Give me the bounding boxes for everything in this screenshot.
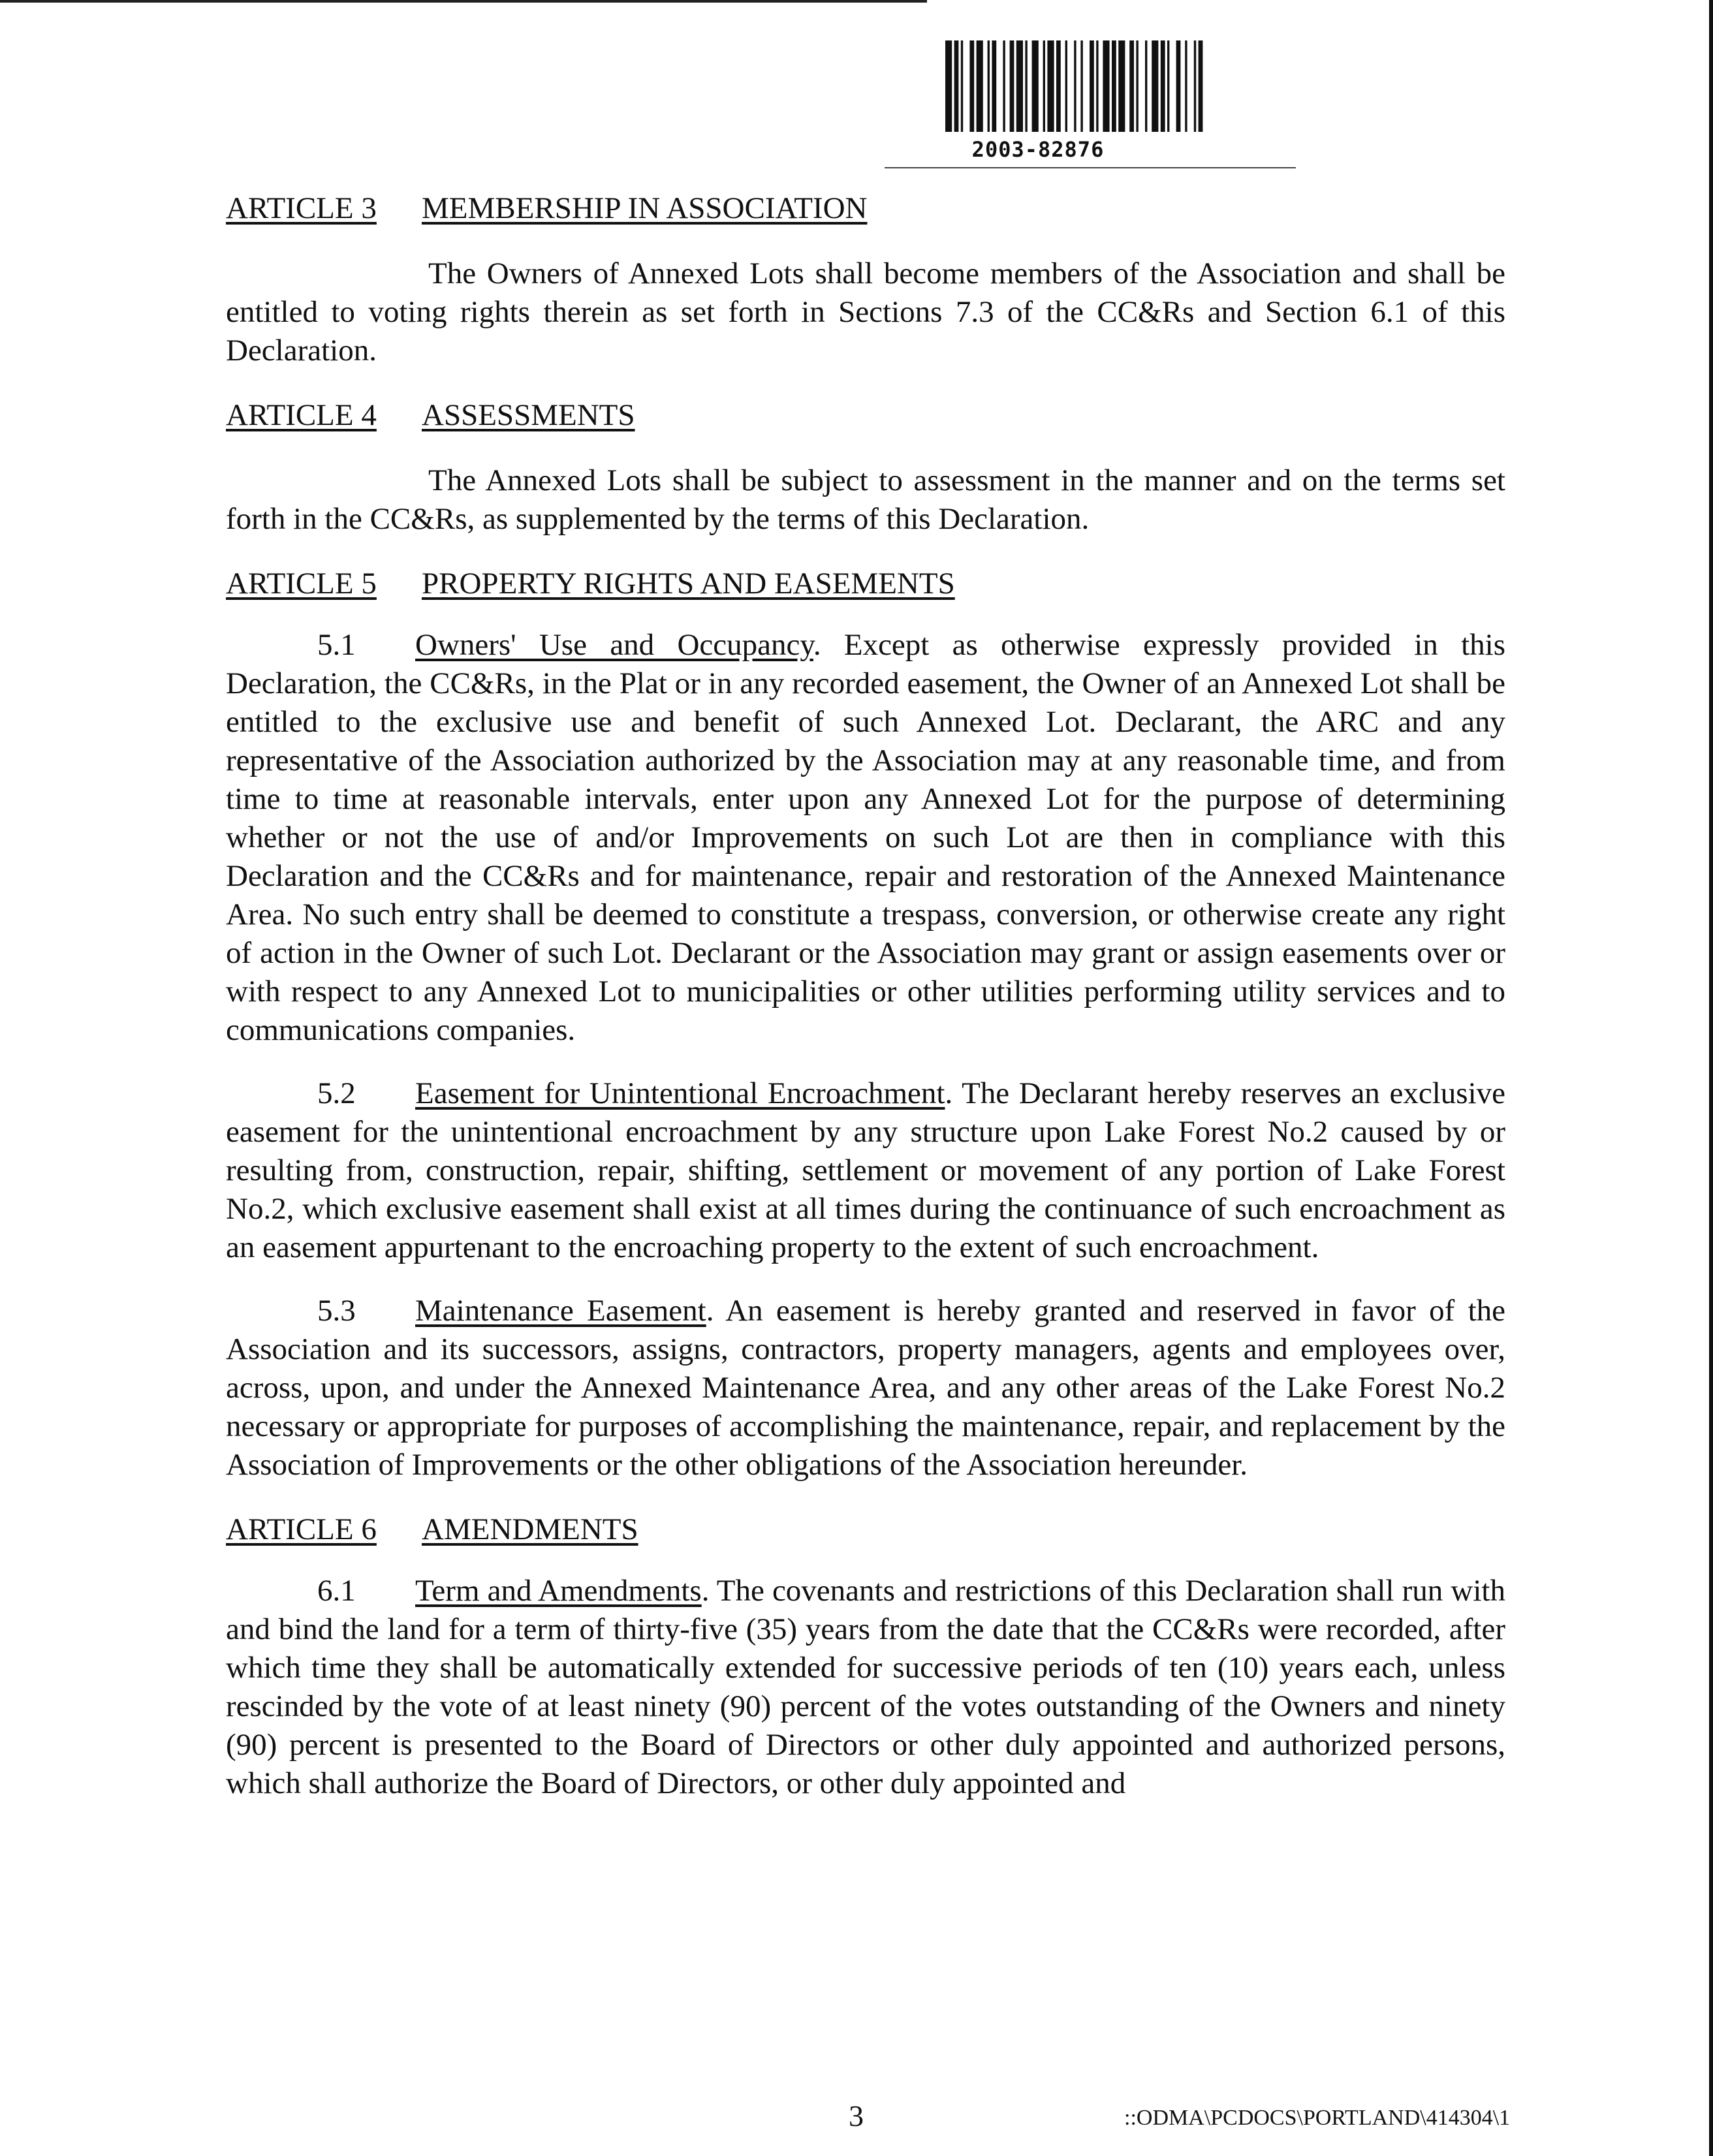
barcode-bar [1194, 40, 1196, 132]
section-body: An easement is hereby granted and reserved in favor of the Association and its successors, assigns, contractors, property managers, agents and employees over, across, upon, and under the Annexed Maintenance Area, and any other areas of the Lake Forest No.2 necessary or appropriate for purposes of accomplishing the maintenance, repair, and replacement by the Association of Improvements or the other obligations of the Association hereunder. [226, 1294, 1505, 1482]
barcode-bar [1025, 40, 1027, 132]
barcode-bar [1047, 40, 1054, 132]
barcode-bar [1074, 40, 1076, 132]
barcode-bar [1003, 40, 1005, 132]
article-number: ARTICLE 3 [226, 191, 377, 225]
article-title: AMENDMENTS [422, 1512, 638, 1546]
recording-number: 2003-82876 [971, 137, 1105, 162]
barcode-bar [1043, 40, 1045, 132]
barcode-bar [1065, 40, 1067, 132]
scan-right-edge [1709, 0, 1713, 2156]
section-5-1: 5.1 Owners' Use and Occupancy. Except as otherwise expressly provided in this Declaration, the CC&Rs, in the Plat or in any recorded easement, the Owner of an Annexed Lot shall be entitled to the exclusive use and benefit of such Annexed Lot. Declarant, the ARC and any representative of the Association authorized by the Association may at any reasonable time, and from time to time at reasonable intervals, enter upon any Annexed Lot for the purpose of determining whether or not the use of and/or Improvements on such Lot are then in compliance with this Declaration and the CC&Rs and for maintenance, repair and restoration of the Annexed Maintenance Area. No such entry shall be deemed to constitute a trespass, conversion, or otherwise create any right of action in the Owner of such Lot. Declarant or the Association may grant or assign easements over or with respect to any Annexed Lot to municipalities or other utilities performing utility services and to communications companies. [226, 626, 1505, 1050]
section-heading: Owners' Use and Occupancy [415, 628, 813, 662]
barcode-bar [961, 40, 963, 132]
barcode-bar [1103, 40, 1109, 132]
barcode-bar [1185, 40, 1187, 132]
barcode-bar [1096, 40, 1098, 132]
article-title: ASSESSMENTS [422, 398, 635, 432]
barcode-bar [1136, 40, 1138, 132]
article-number: ARTICLE 4 [226, 398, 377, 432]
article-4-heading [226, 396, 1505, 434]
article-number: ARTICLE 5 [226, 567, 377, 601]
page-number: 3 [849, 2099, 864, 2133]
barcode-bar [1152, 40, 1158, 132]
barcode-bar [954, 40, 959, 132]
section-number: 6.1 [317, 1574, 356, 1608]
barcode-bar [1016, 40, 1023, 132]
article-6-heading [226, 1510, 1505, 1548]
recording-barcode [940, 40, 1240, 164]
article-3-heading [226, 189, 1505, 227]
barcode-bar [1176, 40, 1181, 132]
scan-top-edge [0, 0, 927, 3]
section-number: 5.1 [317, 628, 356, 662]
barcode-bar [1129, 40, 1134, 132]
section-heading: Term and Amendments [415, 1574, 702, 1608]
section-body: The Declarant hereby reserves an exclusive easement for the unintentional encroachment by any structure upon Lake Forest No.2 caused by or resulting from, construction, repair, shifting, settlement or movement of any portion of Lake Forest No.2, which exclusive easement shall exist at all times during the continuance of such encroachment as an easement appurtenant to the encroaching property to the extent of such encroachment. [226, 1076, 1505, 1264]
barcode-bar [977, 40, 983, 132]
section-number: 5.3 [317, 1294, 356, 1328]
barcode-bar [1118, 40, 1125, 132]
article-title: MEMBERSHIP IN ASSOCIATION [422, 191, 868, 225]
barcode-bar [945, 40, 952, 132]
barcode-bar [1090, 40, 1094, 132]
article-number: ARTICLE 6 [226, 1512, 377, 1546]
section-5-3: 5.3 Maintenance Easement. An easement is hereby granted and reserved in favor of the Association and its successors, assigns, contractors, property managers, agents and employees over, across, upon, and under the Annexed Maintenance Area, and any other areas of the Lake Forest No.2 necessary or appropriate for purposes of accomplishing the maintenance, repair, and replacement by the Association of Improvements or the other obligations of the Association hereunder. [226, 1292, 1505, 1484]
barcode-bar [1056, 40, 1061, 132]
section-heading: Maintenance Easement [415, 1294, 706, 1328]
section-body: Except as otherwise expressly provided in this Declaration, the CC&Rs, in the Plat or in any recorded easement, the Owner of an Annexed Lot shall be entitled to the exclusive use and benefit of such Annexed Lot. Declarant, the ARC and any representative of the Association authorized by the Association may at any reasonable time, and from time to time at reasonable intervals, enter upon any Annexed Lot for the purpose of determining whether or not the use of and/or Improvements on such Lot are then in compliance with this Declaration and the CC&Rs and for maintenance, repair and restoration of the Annexed Maintenance Area. No such entry shall be deemed to constitute a trespass, conversion, or otherwise create any right of action in the Owner of such Lot. Declarant or the Association may grant or assign easements over or with respect to any Annexed Lot to municipalities or other utilities performing utility services and to communications companies. [226, 628, 1505, 1047]
barcode-bars [945, 40, 1246, 137]
barcode-bar [1161, 40, 1165, 132]
barcode-bar [1112, 40, 1116, 132]
barcode-bar [992, 40, 996, 132]
section-6-1: 6.1 Term and Amendments. The covenants and restrictions of this Declaration shall run with and bind the land for a term of thirty-five (35) years from the date that the CC&Rs were recorded, after which time they shall be automatically extended for successive periods of ten (10) years each, unless rescinded by the vote of at least ninety (90) percent of the votes outstanding of the Owners and ninety (90) percent is presented to the Board of Directors or other duly appointed and authorized persons, which shall authorize the Board of Directors, or other duly appointed and [226, 1572, 1505, 1803]
barcode-bar [1032, 40, 1039, 132]
barcode-bar [1080, 40, 1082, 132]
article-title: PROPERTY RIGHTS AND EASEMENTS [422, 567, 955, 601]
section-5-2: 5.2 Easement for Unintentional Encroachment. The Declarant hereby reserves an exclusive easement for the unintentional encroachment by any structure upon Lake Forest No.2 caused by or resulting from, construction, repair, shifting, settlement or movement of any portion of Lake Forest No.2, which exclusive easement shall exist at all times during the continuance of such encroachment as an easement appurtenant to the encroaching property to the extent of such encroachment. [226, 1074, 1505, 1267]
section-heading: Easement for Unintentional Encroachment [415, 1076, 945, 1110]
barcode-bar [988, 40, 990, 132]
barcode-bar [969, 40, 974, 132]
article-5-heading [226, 565, 1505, 602]
document-path: ::ODMA\PCDOCS\PORTLAND\414304\1 [1124, 2106, 1511, 2130]
document-body [226, 189, 1505, 1803]
recording-underline [885, 167, 1296, 168]
section-number: 5.2 [317, 1076, 356, 1110]
article-4-paragraph: The Annexed Lots shall be subject to assessment in the manner and on the terms set forth in the CC&Rs, as supplemented by the terms of this Declaration. [226, 463, 1505, 536]
section-body: The covenants and restrictions of this Declaration shall run with and bind the land for a term of thirty-five (35) years from the date that the CC&Rs were recorded, after which time they shall be automatically extended for successive periods of ten (10) years each, unless rescinded by the vote of at least ninety (90) percent of the votes outstanding of the Owners and ninety (90) percent is presented to the Board of Directors or other duly appointed and authorized persons, which shall authorize the Board of Directors, or other duly appointed and [226, 1574, 1505, 1800]
barcode-bar [1010, 40, 1014, 132]
barcode-bar [1145, 40, 1147, 132]
article-3-paragraph: The Owners of Annexed Lots shall become members of the Association and shall be entitled to voting rights therein as set forth in Sections 7.3 of the CC&Rs and Section 6.1 of this Declaration. [226, 257, 1505, 367]
barcode-bar [1167, 40, 1169, 132]
barcode-bar [1199, 40, 1203, 132]
